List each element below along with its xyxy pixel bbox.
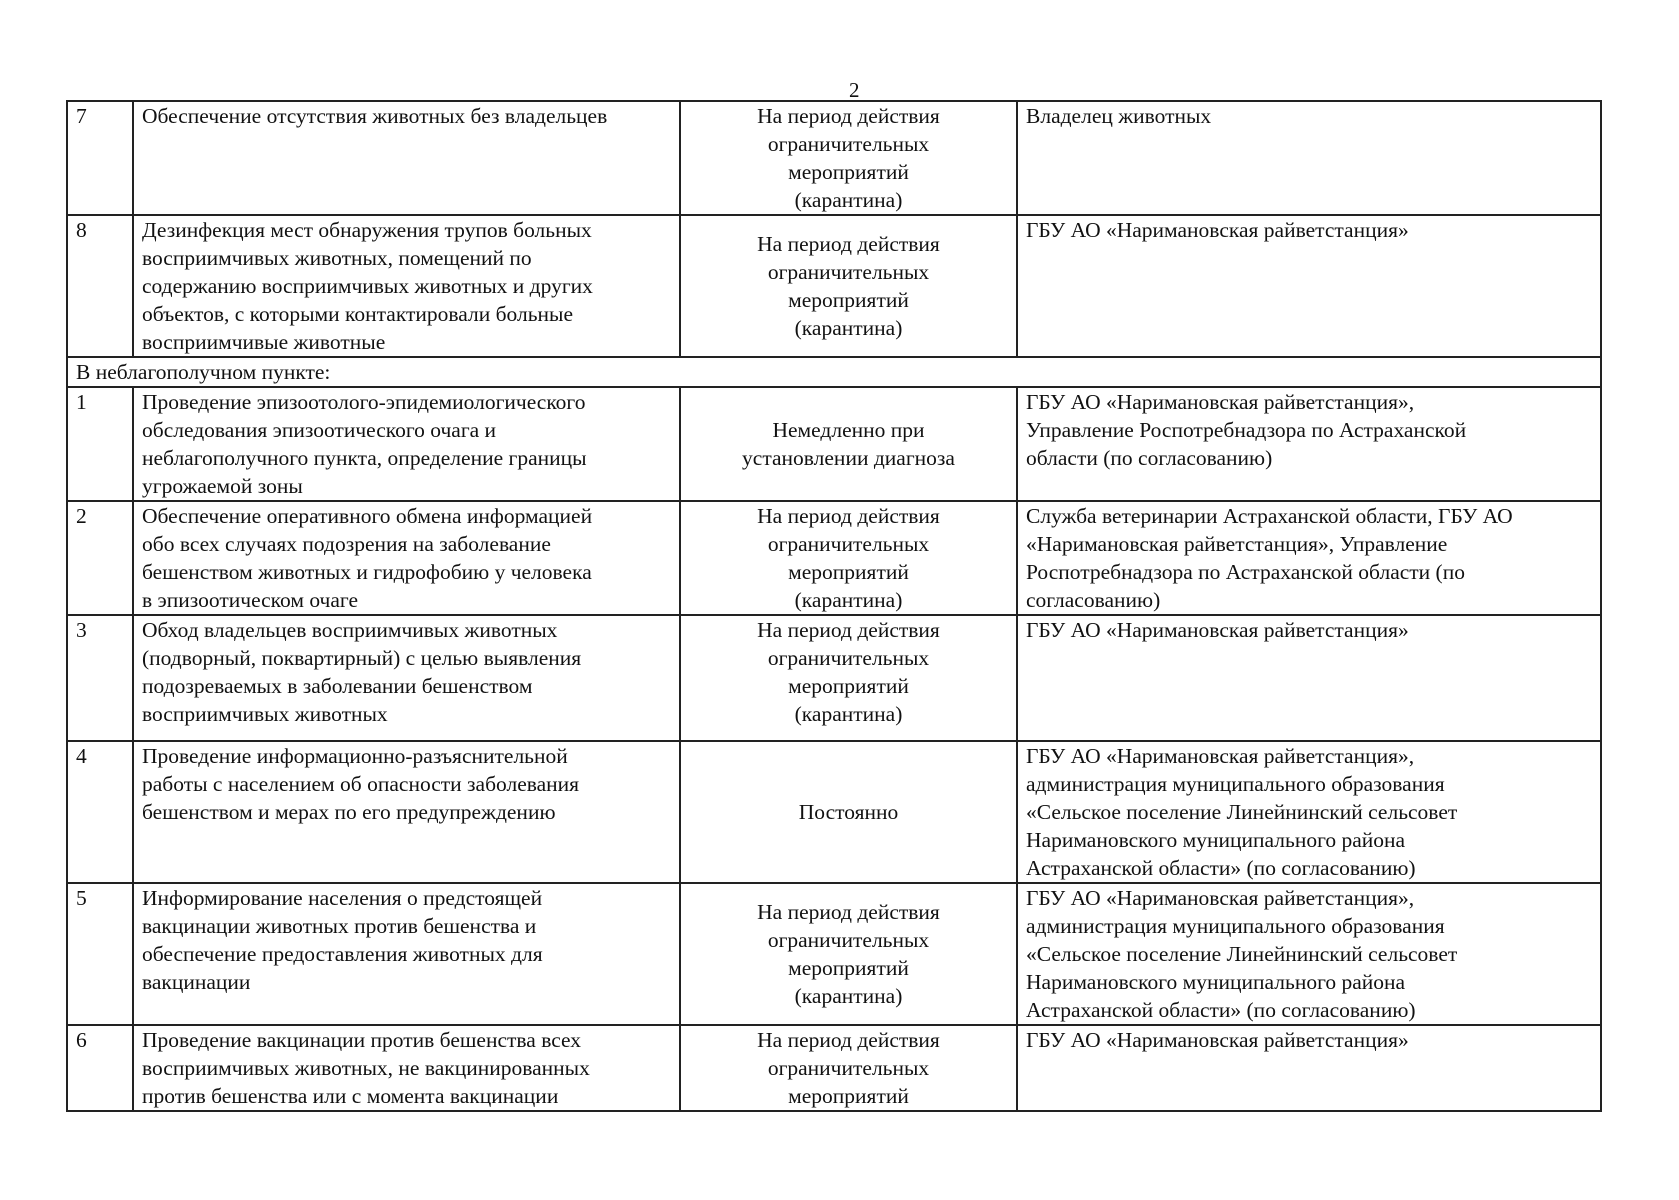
responsible-cell: ГБУ АО «Наримановская райветстанция», Управление Роспотребнадзора по Астраханской области (по согласованию): [1017, 387, 1601, 501]
term-cell: На период действия ограничительных мероприятий (карантина): [680, 101, 1017, 215]
measure-cell: Проведение вакцинации против бешенства всех восприимчивых животных, не вакцинированных против бешенства или с момента вакцинации: [133, 1025, 680, 1111]
measure-cell: Проведение информационно-разъяснительной работы с населением об опасности заболевания бешенством и мерах по его предупреждению: [133, 741, 680, 883]
term-cell: На период действия ограничительных мероприятий (карантина): [680, 215, 1017, 357]
responsible-cell: ГБУ АО «Наримановская райветстанция»: [1017, 1025, 1601, 1111]
responsible-cell: ГБУ АО «Наримановская райветстанция»: [1017, 215, 1601, 357]
measure-cell: Информирование населения о предстоящей вакцинации животных против бешенства и обеспечение предоставления животных для вакцинации: [133, 883, 680, 1025]
table-row: [67, 1025, 1601, 1111]
table-row: [67, 101, 1601, 215]
section-title: В неблагополучном пункте:: [67, 357, 1601, 387]
table-row: [67, 501, 1601, 615]
measure-cell: Обход владельцев восприимчивых животных (подворный, поквартирный) с целью выявления подозреваемых в заболевании бешенством восприимчивых животных: [133, 615, 680, 741]
row-number: 2: [67, 501, 133, 615]
row-number: 4: [67, 741, 133, 883]
measures-table: [66, 100, 1602, 1112]
table-row: [67, 741, 1601, 883]
term-cell: Постоянно: [680, 741, 1017, 883]
table-row: [67, 387, 1601, 501]
term-cell: На период действия ограничительных мероприятий: [680, 1025, 1017, 1111]
row-number: 5: [67, 883, 133, 1025]
term-cell: На период действия ограничительных мероприятий (карантина): [680, 883, 1017, 1025]
table-row: [67, 615, 1601, 741]
responsible-cell: ГБУ АО «Наримановская райветстанция», администрация муниципального образования «Сельское поселение Линейнинский сельсовет Наримановского муниципального района Астраханской области» (по согласованию): [1017, 741, 1601, 883]
responsible-cell: Владелец животных: [1017, 101, 1601, 215]
section-row: [67, 357, 1601, 387]
term-cell: На период действия ограничительных мероприятий (карантина): [680, 615, 1017, 741]
term-cell: На период действия ограничительных мероприятий (карантина): [680, 501, 1017, 615]
row-number: 7: [67, 101, 133, 215]
term-cell: Немедленно при установлении диагноза: [680, 387, 1017, 501]
measure-cell: Проведение эпизоотолого-эпидемиологического обследования эпизоотического очага и неблагополучного пункта, определение границы угрожаемой зоны: [133, 387, 680, 501]
responsible-cell: Служба ветеринарии Астраханской области, ГБУ АО «Наримановская райветстанция», Управление Роспотребнадзора по Астраханской области (по согласованию): [1017, 501, 1601, 615]
measure-cell: Обеспечение оперативного обмена информацией обо всех случаях подозрения на заболевание бешенством животных и гидрофобию у человека в эпизоотическом очаге: [133, 501, 680, 615]
measure-cell: Обеспечение отсутствия животных без владельцев: [133, 101, 680, 215]
row-number: 8: [67, 215, 133, 357]
table-row: [67, 215, 1601, 357]
responsible-cell: ГБУ АО «Наримановская райветстанция»: [1017, 615, 1601, 741]
responsible-cell: ГБУ АО «Наримановская райветстанция», администрация муниципального образования «Сельское поселение Линейнинский сельсовет Наримановского муниципального района Астраханской области» (по согласованию): [1017, 883, 1601, 1025]
row-number: 1: [67, 387, 133, 501]
page-number: 2: [849, 78, 860, 102]
table-row: [67, 883, 1601, 1025]
row-number: 3: [67, 615, 133, 741]
row-number: 6: [67, 1025, 133, 1111]
measure-cell: Дезинфекция мест обнаружения трупов больных восприимчивых животных, помещений по содержанию восприимчивых животных и других объектов, с которыми контактировали больные восприимчивые животные: [133, 215, 680, 357]
